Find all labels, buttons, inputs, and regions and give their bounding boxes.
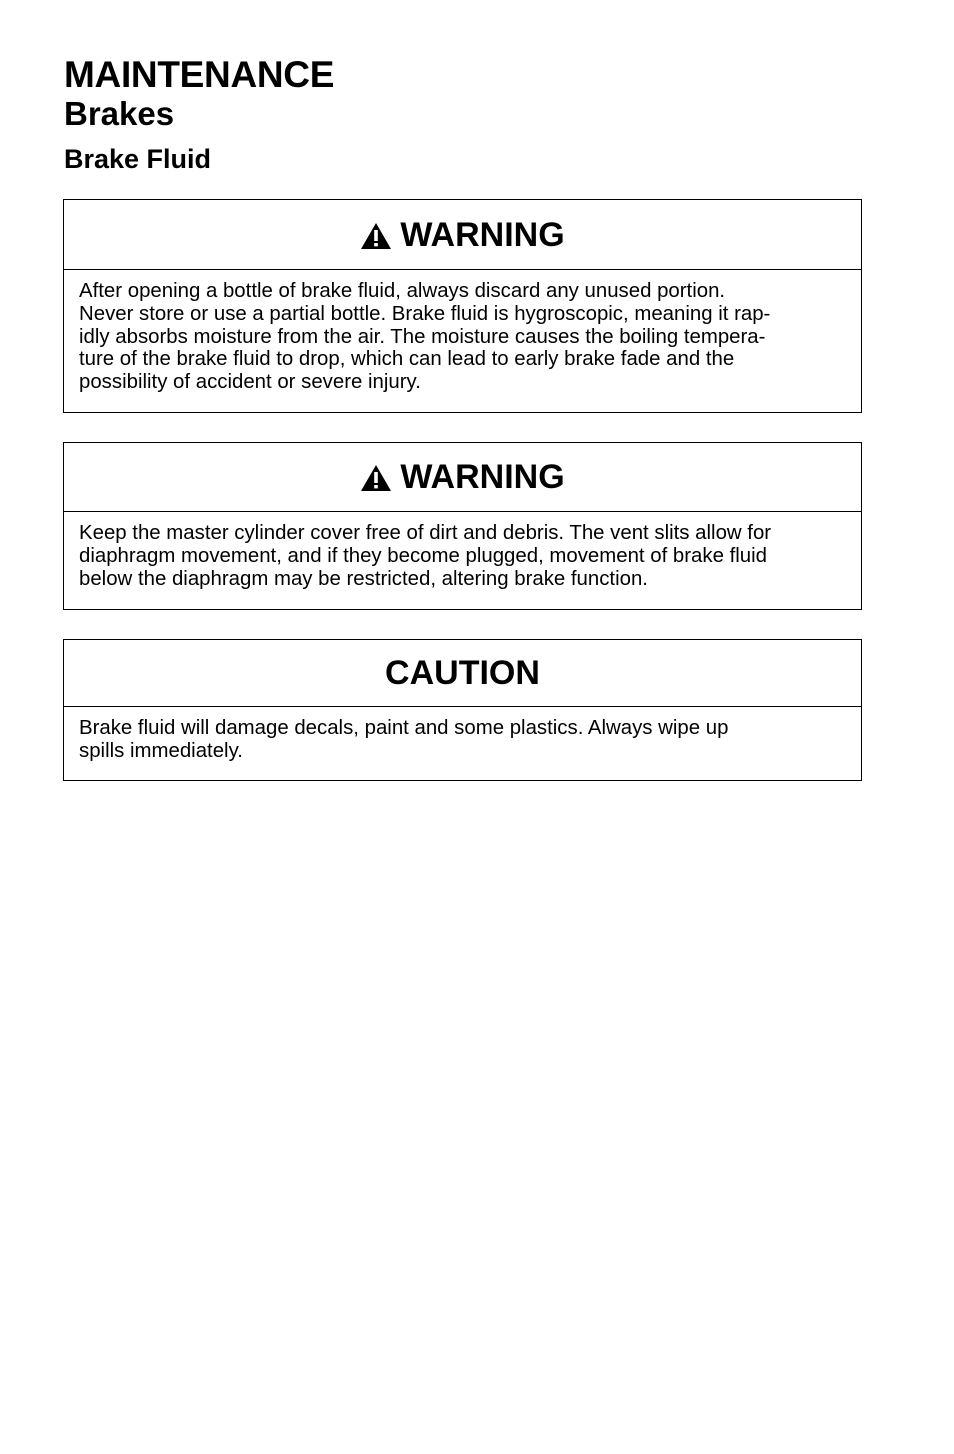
caution-header — [64, 640, 861, 707]
subsection-title: Brakes — [64, 95, 175, 132]
warning-box — [63, 442, 862, 610]
caution-box — [63, 639, 862, 781]
warning-header — [64, 200, 861, 270]
topic-title: Brake Fluid — [64, 144, 212, 174]
warning-triangle-icon — [360, 222, 392, 250]
warning-header — [64, 443, 861, 512]
caution-body: Brake fluid will damage decals, paint and some plastics. Always wipe up spills immediately. — [79, 717, 729, 762]
warning-text — [64, 270, 861, 394]
warning-body: Keep the master cylinder cover free of dirt and debris. The vent slits allow for diaphragm movement, and if they become plugged, movement of brake fluid below the diaphragm may be restricted, altering brake function. — [79, 522, 772, 590]
warning-box — [63, 199, 862, 413]
caution-text — [64, 707, 861, 763]
warning-body: After opening a bottle of brake fluid, always discard any unused portion. Never store or use a partial bottle. Brake fluid is hygroscopic, meaning it rap- idly absorbs moisture from the air. The moisture causes the boiling tempera- ture of the brake fluid to drop, which can lead to early brake fade and the possibility of accident or severe injury. — [79, 280, 771, 394]
warning-triangle-icon — [360, 464, 392, 492]
warning-text — [64, 512, 861, 590]
caution-title: CAUTION — [385, 654, 540, 692]
warning-title: WARNING — [400, 458, 565, 496]
warning-title: WARNING — [400, 215, 565, 254]
section-title: MAINTENANCE — [64, 54, 335, 95]
